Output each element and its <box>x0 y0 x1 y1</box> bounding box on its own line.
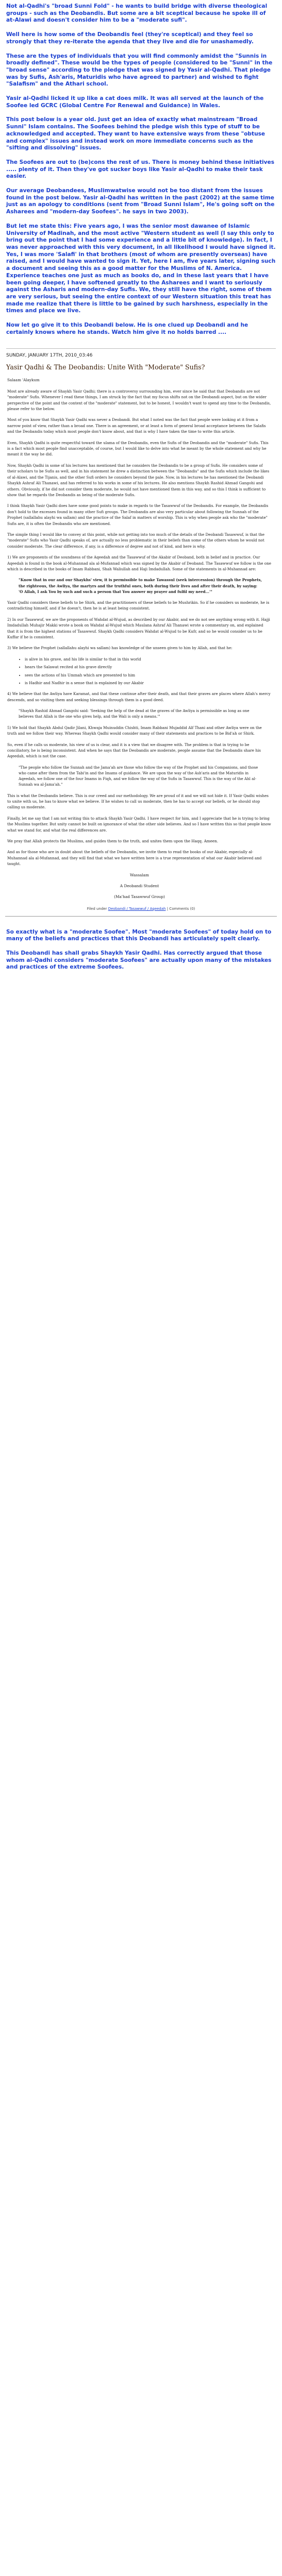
signature-line: Wassalam <box>129 872 150 877</box>
blockquote: "Shaykh Rashid Ahmad Gangohi said: 'Seeking the help of the dead at the graves of the Awliya is permissible as long as one believes that Allah is the one who gives help, and the Wali is only a means.'" <box>19 708 250 719</box>
signature-line: A Deobandi Student <box>120 883 159 888</box>
intro-paragraph: But let me state this: Five years ago, I was the senior most dawanee of Islamic University of Madinah, and the most active "Western student as well (I say this only to bring out the point that I had some experience and a little bit of knowledge). In fact, I was never approached with this very document, in all likelihood I would have signed it. Yes, I was more 'Salafi' in that brothers (most of whom are presently overseas) have raised, and I would have wanted to sign it. Yet, here I am, five years later, signing such a document and seeing this as a good matter for the Muslims of N. America. Experience teaches one just as much as books do, and in these last years that I have been going deeper, I have softened greatly to the Asharees and I want to seriously against the Asharis and modern-day Sufis. We, they still have the right, some of them are very serious, but seeing the entire context of our Western situation this treat has made me realize that there is little to be gained by such harshness, especially in the times and place we live. <box>6 223 276 314</box>
list-item: • hears the Salawat recited at his grave directly <box>25 664 272 670</box>
body-paragraph: 4) We believe that the Awliya have Karamat, and that these continue after their death, and that their graves are places where Allah's mercy descends, and so visiting them and seeking blessings through them is a good deed. <box>7 691 271 702</box>
blockquote: "The people who follow the Sunnah and the Jama'ah are those who follow the way of the Prophet and his Companions, and those who came after them from the Tabi'in and the Imams of guidance. We are upon the way of the Ash'aris and the Maturidis in Aqeedah, we follow one of the four Imams in Fiqh, and we follow the way of the Sufis in Tasawwuf. This is the way of the Ahl al-Sunnah wa al-Jama'ah." <box>19 765 258 787</box>
body-paragraph: 1) We are proponents of the soundness of the Aqeedah and the Tasawwuf of the Akabir of Deoband, both in belief and in practice. Our Aqeedah is found in the book al-Muhannad ala al-Mufannad which was signed by the Akabir of Deoband. The Tasawwuf we follow is the one which is described in the books of Imam Rabbani, Shah Waliullah and Haji Imdadullah. Some of the statements in al-Muhannad are: <box>7 555 271 571</box>
body-paragraph: This is what the Deobandis believe. This is our creed and our methodology. We are proud of it and we will not hide it. If Yasir Qadhi wishes to unite with us, he has to know what we believe. If he wishes to call us moderate, then he has to accept our beliefs, or he should stop calling us moderate. <box>7 793 269 810</box>
body-paragraph: 5) We hold that Shaykh Abdul Qadir Jilani, Khwaja Muinuddin Chishti, Imam Rabbani Mujaddid Alf Thani and other Awliya were on the truth and we follow their way. Whereas Shaykh Qadhi would consider many of their statements and practices to be Bid'ah or Shirk. <box>7 725 262 736</box>
intro-paragraph: Not al-Qadhi's "broad Sunni Fold" - he wants to build bridge with diverse theological groups - such as the Deobandis. But some are a bit sceptical because he spoke ill of at-Alawi and doesn't consider him to be a "moderate sufi". <box>6 3 268 24</box>
body-paragraph: And as for those who are in doubt about the beliefs of the Deobandis, we invite them to read the books of our Akabir, especially al-Muhannad ala al-Mufannad, and they will find that what we have written here is a true representation of what our Akabir believed and taught. <box>7 850 262 867</box>
body-paragraph: Yasir Qadhi considers these beliefs to be Shirk, and the practitioners of these beliefs to be Mushrikin. So if he considers us moderate, he is contradicting himself, and if he doesn't, then he is at least being consistent. <box>7 600 270 611</box>
intro-paragraph: This post below is a year old. Just get an idea of exactly what mainstream "Broad Sunni" Islam contains. The Soofees behind the pledge wish this type of stuff to be acknowledged and accepted. They want to have extensive ways from these "obtuse and complex" issues and instead work on more immediate concerns such as the "sifting and dissolving" issues. <box>6 116 266 151</box>
body-paragraph: We pray that Allah protects the Muslims, and guides them to the truth, and unites them upon the Haqq. Ameen. <box>7 838 219 843</box>
closing-paragraph: So exactly what is a "moderate Soofee". Most "moderate Soofees" of today hold on to many of the beliefs and practices that this Deobandi has articulately spelt clearly. <box>6 928 272 942</box>
closing-paragraph: This Deobandi has shall grabs Shaykh Yasir Qadhi. Has correctly argued that those whom al-Qadhi considers "moderate Soofees" are actually upon many of the mistakes and practices of the extreme Soofees. <box>6 950 272 971</box>
category-link[interactable]: Deobandi / Tasawwuf / Aqeedah <box>108 906 166 911</box>
salutation: Salaam 'Alaykum <box>7 378 40 383</box>
blockquote: "Know that in our and our Shaykhs' view, it is permissible to make Tawassul (seek intercession) through the Prophets, the righteous, the Awliya, the martyrs and the truthful ones, both during their lives and after their death, by saying: 'O Allah, I ask You by such and such a person that You answer my prayer and fulfil my need...'" <box>19 578 262 594</box>
intro-paragraph: The Soofees are out to (be)cons the rest of us. There is money behind these initiatives ..... plenty of it. Then they've got sucker boys like Yasir al-Qadhi to make their task easier. <box>6 159 275 180</box>
post-title[interactable]: Yasir Qadhi & The Deobandis: Unite With "Moderate" Sufis? <box>6 363 205 371</box>
intro-paragraph: Now let go give it to this Deobandi below. He is one clued up Deobandi and he certainly knows where he stands. Watch him give it no holds barred .... <box>6 322 248 335</box>
filed-under-label: Filed under <box>87 906 107 911</box>
body-paragraph: Even, Shaykh Qadhi is quite respectful toward the ulama of the Deobandis, even the Sufis of the Deobandis and the "moderate" Sufis. This is a fact which most people find unacceptable, of course, but I would like to delve into what he meant by the whole statement and why he meant it the way he did. <box>7 440 269 457</box>
list-item: • is Hadhir and Nadhir in a sense that is explained by our Akabir <box>25 680 272 686</box>
intro-paragraph: Yasir al-Qadhi licked it up like a cat does milk. It was all served at the launch of the Soofee led GCRC (Global Centre For Renewal and Guidance) in Wales. <box>6 95 264 109</box>
belief-list <box>25 656 272 686</box>
intro-paragraph: Well here is how some of the Deobandis feel (they're sceptical) and they feel so strongly that they re-iterate the agenda that they live and die for unashamedly. <box>6 31 254 45</box>
signature-line: (Ma'had Tasawwuf Group) <box>114 894 165 899</box>
list-item: • is alive in his grave, and his life is similar to that in this world <box>25 656 272 662</box>
body-paragraph: I think Shaykh Yasir Qadhi does have some good points to make in regards to the Tasawwuf of the Deobandis. For example, the Deobandis don't hold to the excesses found in many other Sufi groups. The Deobandis are also very particular about following the Sunnah of the Prophet (sallallahu alayhi wa sallam) and the practice of the Salaf in matters of worship. This is why when people ask who the "moderate" Sufis are, it is often the Deobandis who are mentioned. <box>7 503 269 526</box>
body-paragraph: Now, Shaykh Qadhi in some of his lectures has mentioned that he considers the Deobandis to be a group of Sufis. He considers some of their scholars to be Sufis as well, and in his statement he drew a distinction between the "Deobandis" and the Sufis which include the likes of al-Alawi, and the Tijanis, and the other Sufi orders he considers beyond the pale. Now, in his lectures he has mentioned the Deobandi Shaykh Ashraf Ali Thanawi, and has referred to his works in some of his lectures. He also mentions Shaykh Rashid Ahmad Gangohi and others. Obviously, if he did not consider them moderate, he would not have mentioned them in this way, and so this I think is sufficient to show that he regards the Deobandis as being of the moderate Sufis. <box>7 463 270 497</box>
body-paragraph: The simple thing I would like to convey at this point, while not getting into too much of the details of the Deobandi Tasawwuf, is that the "moderate" Sufis who Yasir Qadhi speaks of, are actually no less problematic in their beliefs than some of the others whom he would not consider moderate. The clear difference, if any, is a difference of degree and not of kind, and here is why. <box>7 532 264 549</box>
body-paragraph: Most are already aware of Shaykh Yasir Qadhi; there is a controversy surrounding him, ever since he said that that Deobandis are not "moderate" Sufis. Whenever I read these things, I am struck by the fact that my focus shifts not on the Deobandi aspect, but on the wider perspective of the point and the context of the "moderate" statement, but to be honest, I wouldn't want to spend any time to the Deobandis, please refer to the below. <box>7 388 271 412</box>
post-body <box>0 377 282 899</box>
comments-count: | Comments (0) <box>167 906 195 911</box>
body-paragraph: Finally, let me say that I am not writing this to attack Shaykh Yasir Qadhi. I have respect for him, and I appreciate that he is trying to bring the Muslims together. But unity cannot be built on ignorance of what the other side believes. And so I have written this so that people know what we stand for, and what the real differences are. <box>7 816 271 833</box>
post-footer <box>5 907 277 911</box>
body-paragraph: 3) We believe the Prophet (sallallahu alayhi wa sallam) has knowledge of the unseen given to him by Allah, and that he: <box>7 646 233 651</box>
intro-paragraph: These are the types of individuals that you will find commonly amidst the "Sunnis in broadly defined". These would be the types of people (considered to be "Sunni" in the "broad sense" according to the pledge that was signed by Yasir al-Qadhi. That pledge was by Sufis, Ash'aris, Maturidis who have agreed to partner) and wished to fight "Salafism" and the Athari school. <box>6 53 273 88</box>
list-item: • sees the actions of his Ummah which are presented to him <box>25 672 272 678</box>
intro-commentary <box>0 0 282 336</box>
body-paragraph: 2) In our Tasawwuf, we are the proponents of Wahdat al-Wujud, as described by our Akabir, and we do not see anything wrong with it. Hajji Imdadullah Muhajir Makki wrote a book on Wahdat al-Wujud which Maulana Ashraf Ali Thanawi wrote a commentary on, and explained that it is from the highest stations of Tasawwuf. Shaykh Qadhi considers Wahdat al-Wujud to be Kufr, and so he would consider us to be Kuffar if he is consistent. <box>7 617 270 640</box>
post-date: SUNDAY, JANUARY 17TH, 2010_03:46 <box>6 348 276 358</box>
intro-paragraph: Our average Deobandees, Muslimwatwise would not be too distant from the issues found in the post below. Yasir al-Qadhi has written in the past (2002) at the same time just as an apology to conditions (sent from "Broad Sunni Islam", He's going soft on the Asharees and "modern-day Soofees". he says in two 2003). <box>6 188 275 215</box>
body-paragraph: So, even if he calls us moderate, his view of us is clear, and it is a view that we disagree with. The problem is that in trying to be conciliatory, he is being inconsistent. And when he says that the Deobandis are moderate, people assume that the Deobandis share his Aqeedah, which is not the case. <box>7 742 261 759</box>
body-paragraph: Most of you know that Shaykh Yasir Qadhi was never a Deobandi. But what I noted was the fact that people were looking at it from a narrow point of view, rather than a broad one. There is an agreement, or at least a form of general broad acceptance between the Salafis and the Deobandis today which most people don't know about, and that is why I have taken the time to write this article. <box>7 417 266 434</box>
closing-commentary <box>0 917 282 972</box>
